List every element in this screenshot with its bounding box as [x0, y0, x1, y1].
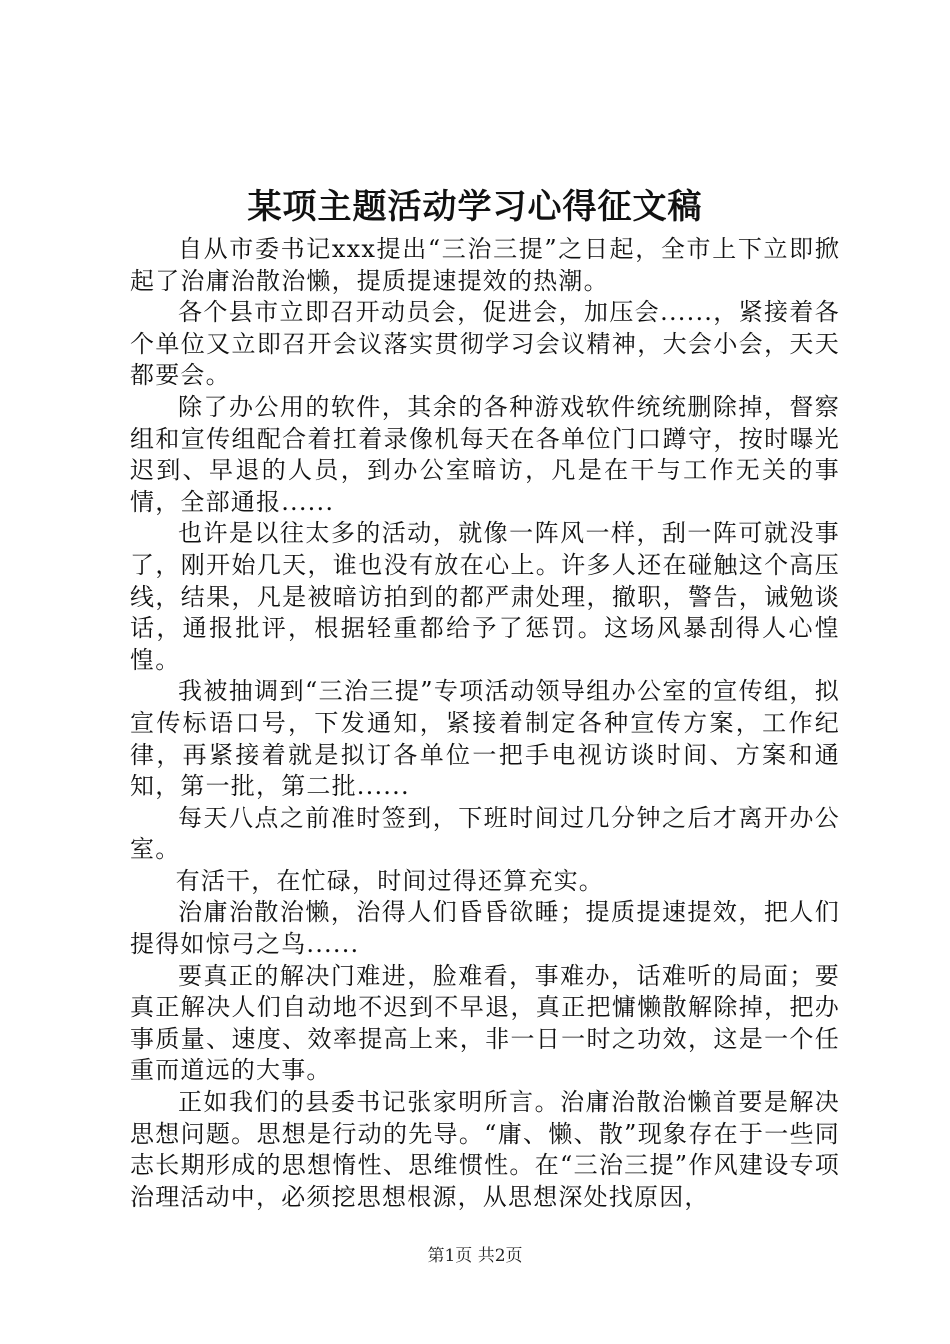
paragraph-2: 各个县市立即召开动员会，促进会，加压会......，紧接着各个单位又立即召开会议落实贯彻学习会议精神，大会小会，天天都要会。 — [130, 298, 840, 390]
paragraph-4: 也许是以往太多的活动，就像一阵风一样，刮一阵可就没事了，刚开始几天，谁也没有放在心上。许多人还在碰触这个高压线，结果，凡是被暗访拍到的都严肃处理，撤职，警告，诫勉谈话，通报批评，根据轻重都给予了惩罚。这场风暴刮得人心惶惶。 — [130, 519, 840, 674]
paragraph-5: 我被抽调到“三治三提”专项活动领导组办公室的宣传组，拟宣传标语口号，下发通知，紧接着制定各种宣传方案，工作纪律，再紧接着就是拟订各单位一把手电视访谈时间、方案和通知，第一批，第二批...... — [130, 677, 840, 801]
paragraph-7: 有活干，在忙碌，时间过得还算充实。 — [175, 866, 604, 895]
page-footer: 第1页 共2页 — [427, 1246, 523, 1266]
paragraph-9: 要真正的解决门难进，脸难看，事难办，话难听的局面；要真正解决人们自动地不迟到不早退，真正把慵懒散解除掉，把办事质量、速度、效率提高上来，非一日一时之功效，这是一个任重而道远的大事。 — [130, 961, 840, 1085]
document-body — [130, 234, 840, 1213]
paragraph-10: 正如我们的县委书记张家明所言。治庸治散治懒首要是解决思想问题。思想是行动的先导。“庸、懒、散”现象存在于一些同志长期形成的思想惰性、思维惯性。在“三治三提”作风建设专项治理活动中，必须挖思想根源，从思想深处找原因， — [130, 1088, 840, 1211]
paragraph-6: 每天八点之前准时签到，下班时间过几分钟之后才离开办公室。 — [130, 803, 840, 864]
paragraph-3: 除了办公用的软件，其余的各种游戏软件统统删除掉，督察组和宣传组配合着扛着录像机每天在各单位门口蹲守，按时曝光迟到、早退的人员，到办公室暗访，凡是在干与工作无关的事情，全部通报...... — [130, 392, 840, 516]
paragraph-8: 治庸治散治懒，治得人们昏昏欲睡；提质提速提效，把人们提得如惊弓之鸟...... — [130, 898, 840, 959]
document-title: 某项主题活动学习心得征文稿 — [247, 187, 703, 227]
paragraph-1: 自从市委书记xxx提出“三治三提”之日起，全市上下立即掀起了治庸治散治懒，提质提速提效的热潮。 — [130, 235, 840, 295]
